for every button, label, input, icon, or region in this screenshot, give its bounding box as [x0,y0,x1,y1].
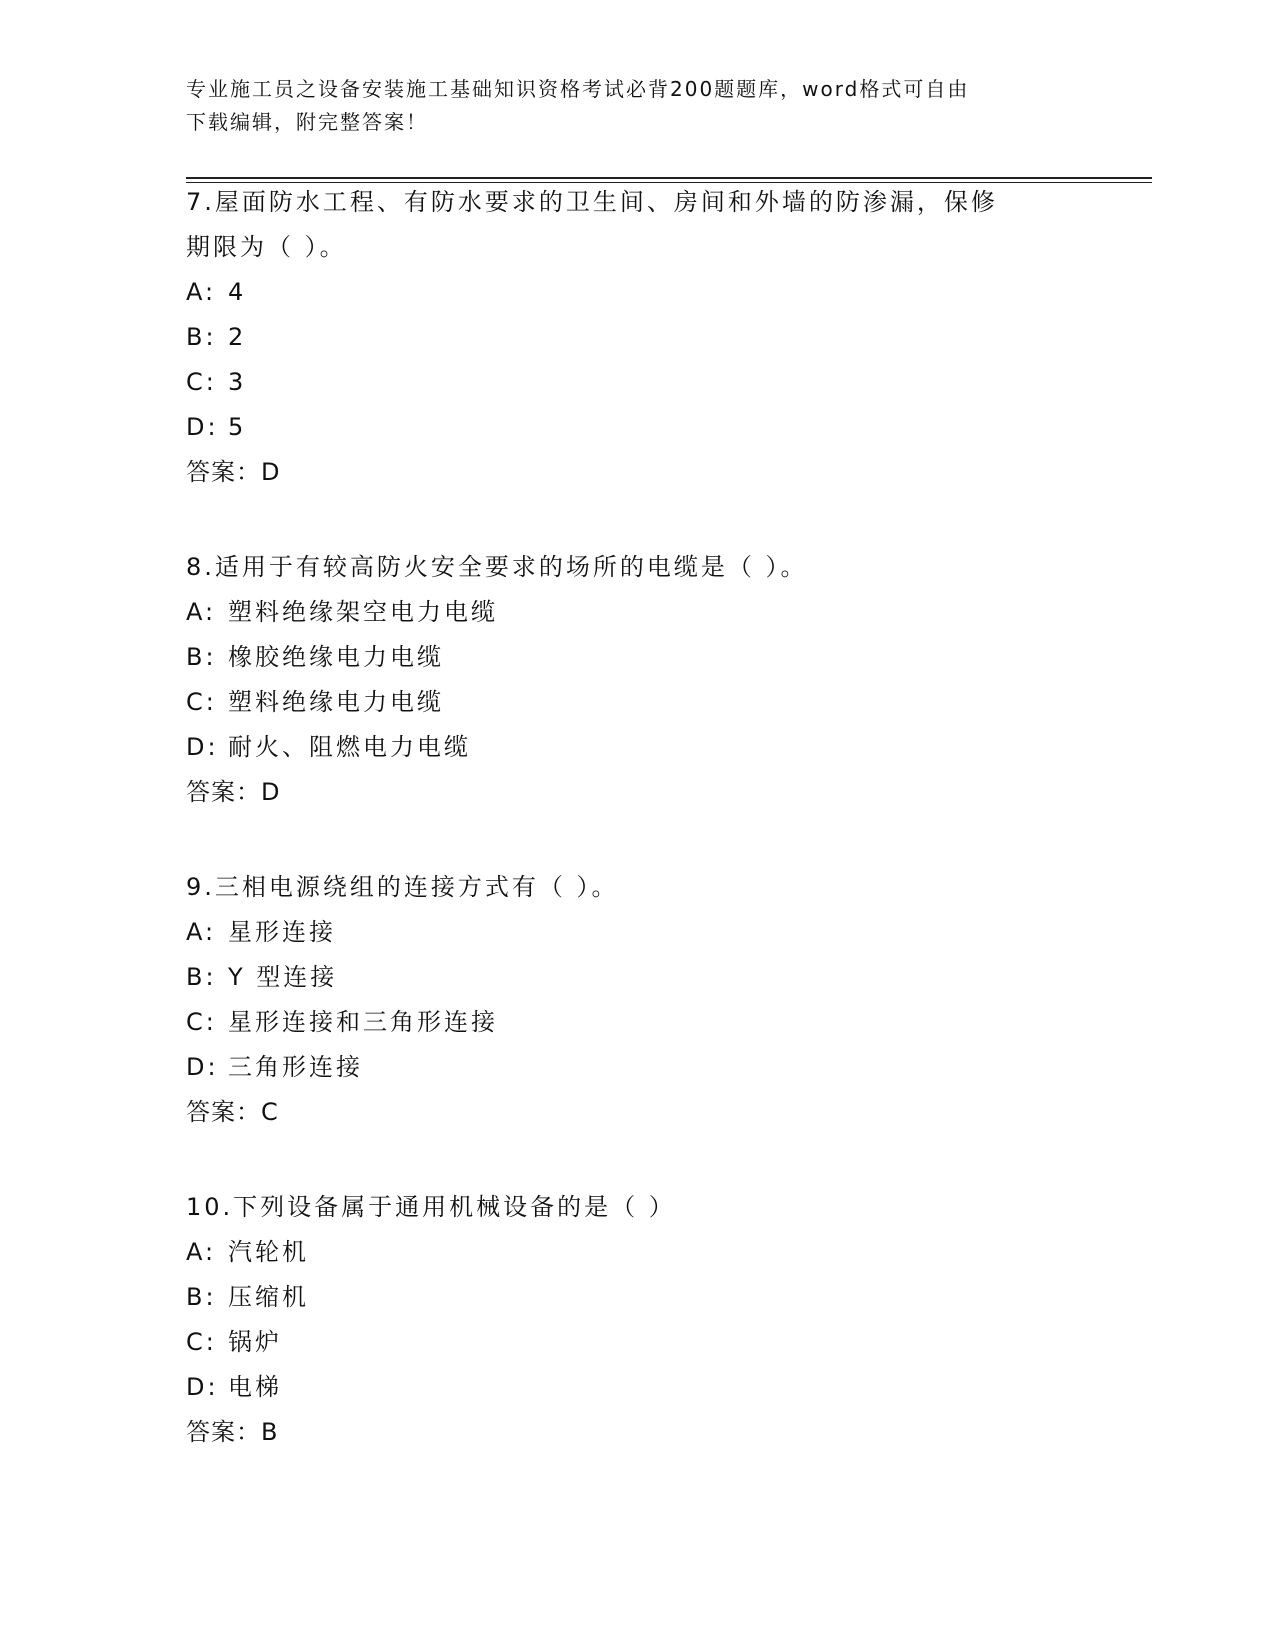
option-a [186,910,1066,955]
option-letter: C: [186,1008,217,1036]
option-text: 4 [228,278,247,306]
option-a [186,270,1066,315]
document-header [186,73,1066,139]
option-letter: C: [186,1328,217,1356]
option-a [186,590,1066,635]
header-line-1: 专业施工员之设备安装施工基础知识资格考试必背200题题库，word格式可自由 [186,77,970,101]
option-text: Y 型连接 [228,963,338,991]
option-letter: D: [186,1373,219,1401]
question-stem: 9.三相电源绕组的连接方式有（ ）。 [186,873,619,901]
option-text: 塑料绝缘电力电缆 [228,688,444,716]
option-letter: B: [186,323,217,351]
question-stem: 8.适用于有较高防火安全要求的场所的电缆是（ ）。 [186,553,808,581]
question-7 [186,180,1066,495]
option-letter: D: [186,1053,219,1081]
option-d [186,405,1066,450]
option-letter: A: [186,598,217,626]
answer-line [186,1090,1066,1135]
option-text: 电梯 [228,1373,282,1401]
question-stem: 7.屋面防水工程、有防水要求的卫生间、房间和外墙的防渗漏，保修 [186,188,998,216]
option-d [186,1045,1066,1090]
answer-line [186,450,1066,495]
option-b [186,1275,1066,1320]
question-9 [186,865,1066,1135]
option-letter: B: [186,963,217,991]
option-text: 汽轮机 [228,1238,309,1266]
option-b [186,315,1066,360]
answer-label: 答案： [186,1098,261,1126]
option-c [186,1320,1066,1365]
option-b [186,635,1066,680]
option-text: 3 [228,368,247,396]
answer-value: D [261,778,281,806]
option-d [186,1365,1066,1410]
option-b [186,955,1066,1000]
option-c [186,680,1066,725]
question-8 [186,545,1066,815]
option-letter: A: [186,918,217,946]
option-text: 三角形连接 [228,1053,363,1081]
answer-value: D [261,458,281,486]
option-text: 塑料绝缘架空电力电缆 [228,598,498,626]
option-text: 2 [228,323,247,351]
answer-line [186,1410,1066,1455]
option-d [186,725,1066,770]
question-stem: 10.下列设备属于通用机械设备的是（ ） [186,1193,676,1221]
answer-line [186,770,1066,815]
question-10 [186,1185,1066,1455]
answer-value: B [261,1418,279,1446]
answer-label: 答案： [186,1418,261,1446]
option-letter: C: [186,368,217,396]
option-letter: D: [186,733,219,761]
option-letter: A: [186,1238,217,1266]
option-text: 锅炉 [228,1328,282,1356]
option-a [186,1230,1066,1275]
option-text: 星形连接和三角形连接 [228,1008,498,1036]
option-c [186,360,1066,405]
option-letter: A: [186,278,217,306]
option-text: 压缩机 [228,1283,309,1311]
option-text: 星形连接 [228,918,336,946]
header-line-2: 下载编辑，附完整答案！ [186,110,428,134]
option-text: 橡胶绝缘电力电缆 [228,643,444,671]
option-text: 5 [228,413,247,441]
answer-label: 答案： [186,458,261,486]
option-letter: B: [186,1283,217,1311]
question-stem: 期限为（ ）。 [186,233,347,261]
option-letter: C: [186,688,217,716]
header-rule-thick [186,177,1152,179]
option-text: 耐火、阻燃电力电缆 [228,733,471,761]
answer-label: 答案： [186,778,261,806]
option-letter: B: [186,643,217,671]
option-c [186,1000,1066,1045]
answer-value: C [261,1098,279,1126]
option-letter: D: [186,413,219,441]
